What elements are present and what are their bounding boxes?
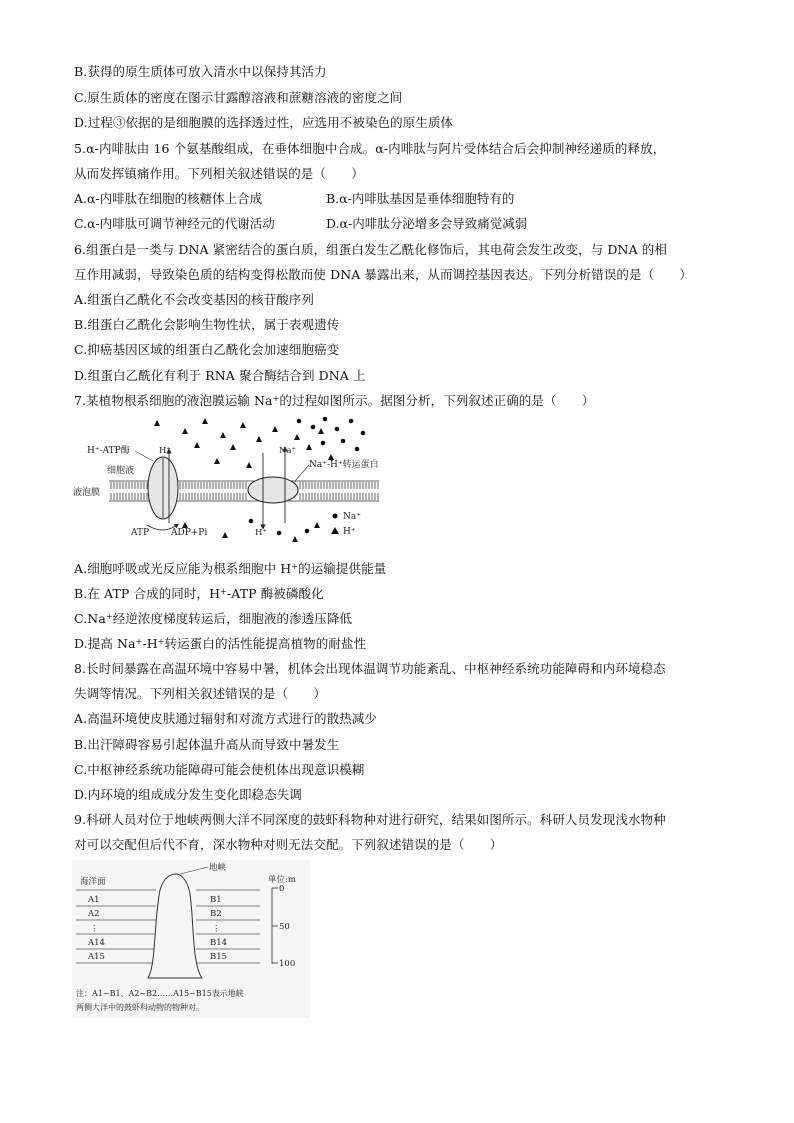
label-a14: A14 [88,938,105,948]
tick-50: 50 [279,922,290,932]
q7-option-b: B.在 ATP 合成的同时，H+-ATP 酶被磷酸化 [74,586,324,601]
label-h-top: H⁺ [159,446,171,456]
label-b-ellipsis: ⋮ [212,924,221,934]
q4-option-c: C.原生质体的密度在图示甘露醇溶液和蔗糖溶液的密度之间 [74,90,403,105]
label-atp: ATP [131,528,150,538]
legend-na-dot [333,514,338,519]
antiporter-shape [248,477,298,503]
tick-0: 0 [279,884,285,894]
figure-note-line2: 两侧大洋中的鼓虾科动物的物种对。 [76,1003,204,1012]
q5-stem-line1: 5.α-内啡肽由 16 个氨基酸组成，在垂体细胞中合成。α-内啡肽与阿片受体结合后会抑制神经递质的释放， [74,141,666,156]
q5-option-d: D.α-内啡肽分泌增多会导致痛觉减弱 [326,216,528,231]
figure-note-line1: 注：A1~B1、A2~B2……A15~B15表示地峡 [76,989,244,998]
na-particle [277,531,282,536]
q5-option-a: A.α-内啡肽在细胞的核糖体上合成 [74,191,263,206]
label-h-atp-enzyme: H⁺-ATP酶 [87,446,130,456]
label-isthmus: 地峡 [209,863,227,873]
figure-vacuole-transport [73,413,395,557]
q7-option-c: C.Na+经逆浓度梯度转运后，细胞液的渗透压降低 [74,611,353,626]
na-particle [305,529,310,534]
q8-stem-line2: 失调等情况。下列相关叙述错误的是（ ） [74,686,327,701]
label-h-bottom: H⁺ [255,528,267,538]
q6-option-d: D.组蛋白乙酰化有利于 RNA 聚合酶结合到 DNA 上 [74,368,366,383]
label-unit: 单位:m [268,875,296,885]
q6-stem-line1: 6.组蛋白是一类与 DNA 紧密结合的蛋白质，组蛋白发生乙酰化修饰后，其电荷会发生改变，与 DNA 的相 [74,242,667,257]
q6-option-a: A.组蛋白乙酰化不会改变基因的核苷酸序列 [74,292,315,307]
q8-option-a: A.高温环境使皮肤通过辐射和对流方式进行的散热减少 [74,711,378,726]
q5-option-b: B.α-内啡肽基因是垂体细胞特有的 [326,191,515,206]
label-a2: A2 [88,909,100,919]
label-b15: B15 [210,952,228,962]
label-b14: B14 [210,938,228,948]
label-a-ellipsis: ⋮ [90,924,99,934]
label-antiporter: Na⁺-H⁺转运蛋白 [309,460,379,470]
label-cell-sap: 细胞液 [107,466,135,476]
q8-stem-line1: 8.长时间暴露在高温环境中容易中暑，机体会出现体温调节功能紊乱、中枢神经系统功能障碍和内环境稳态 [74,661,666,676]
label-adp-pi: ADP+Pi [171,528,208,538]
na-particle [249,519,254,524]
na-particle [355,447,360,452]
q5-stem-line2: 从而发挥镇痛作用。下列相关叙述错误的是（ ） [74,166,364,181]
q9-stem-line2: 对可以交配但后代不育，深水物种对则无法交配。下列叙述错误的是（ ） [74,837,503,852]
q5-options-row2 [74,216,528,232]
tick-100: 100 [279,959,296,969]
label-na-top: Na⁺ [279,446,296,456]
q5-options-row1 [74,191,515,207]
na-particle [349,419,354,424]
q9-stem-line1: 9.科研人员对位于地峡两侧大洋不同深度的鼓虾科物种对进行研究，结果如图所示。科研人员发现浅水物种 [74,812,666,827]
q8-option-b: B.出汗障碍容易引起体温升高从而导致中暑发生 [74,737,340,752]
label-b2: B2 [210,909,222,919]
q6-option-b: B.组蛋白乙酰化会影响生物性状，属于表观遗传 [74,317,340,332]
label-a15: A15 [88,952,105,962]
legend-h-label: H⁺ [343,527,356,537]
na-particle [311,425,316,430]
q4-option-b: B.获得的原生质体可放入清水中以保持其活力 [74,64,327,79]
figure-isthmus-depth [72,860,310,1022]
legend-na-label: Na⁺ [343,512,361,522]
na-particle [361,431,366,436]
label-vacuole-membrane: 液泡膜 [73,488,101,498]
na-particle [323,417,328,422]
label-sea-surface: 海洋面 [80,877,106,887]
q7-option-a: A.细胞呼吸或光反应能为根系细胞中 H+的运输提供能量 [74,561,387,576]
na-particle [335,427,340,432]
q6-stem-line2: 互作用减弱，导致染色质的结构变得松散而使 DNA 暴露出来，从而调控基因表达。下列分析错误的是（ ） [74,267,693,282]
na-particle [341,439,346,444]
q8-option-c: C.中枢神经系统功能障碍可能会使机体出现意识模糊 [74,762,365,777]
q4-option-d: D.过程③依据的是细胞膜的选择透过性，应选用不被染色的原生质体 [74,115,454,130]
label-b1: B1 [210,895,222,905]
q5-option-c: C.α-内啡肽可调节神经元的代谢活动 [74,216,275,231]
q7-stem: 7.某植物根系细胞的液泡膜运输 Na+的过程如图所示。据图分析，下列叙述正确的是（ ） [74,393,595,408]
q7-option-d: D.提高 Na+-H+转运蛋白的活性能提高植物的耐盐性 [74,636,367,651]
na-particle [321,441,326,446]
label-a1: A1 [88,895,100,905]
q6-option-c: C.抑癌基因区域的组蛋白乙酰化会加速细胞癌变 [74,342,340,357]
q8-option-d: D.内环境的组成成分发生变化即稳态失调 [74,787,302,802]
na-particle [297,419,302,424]
